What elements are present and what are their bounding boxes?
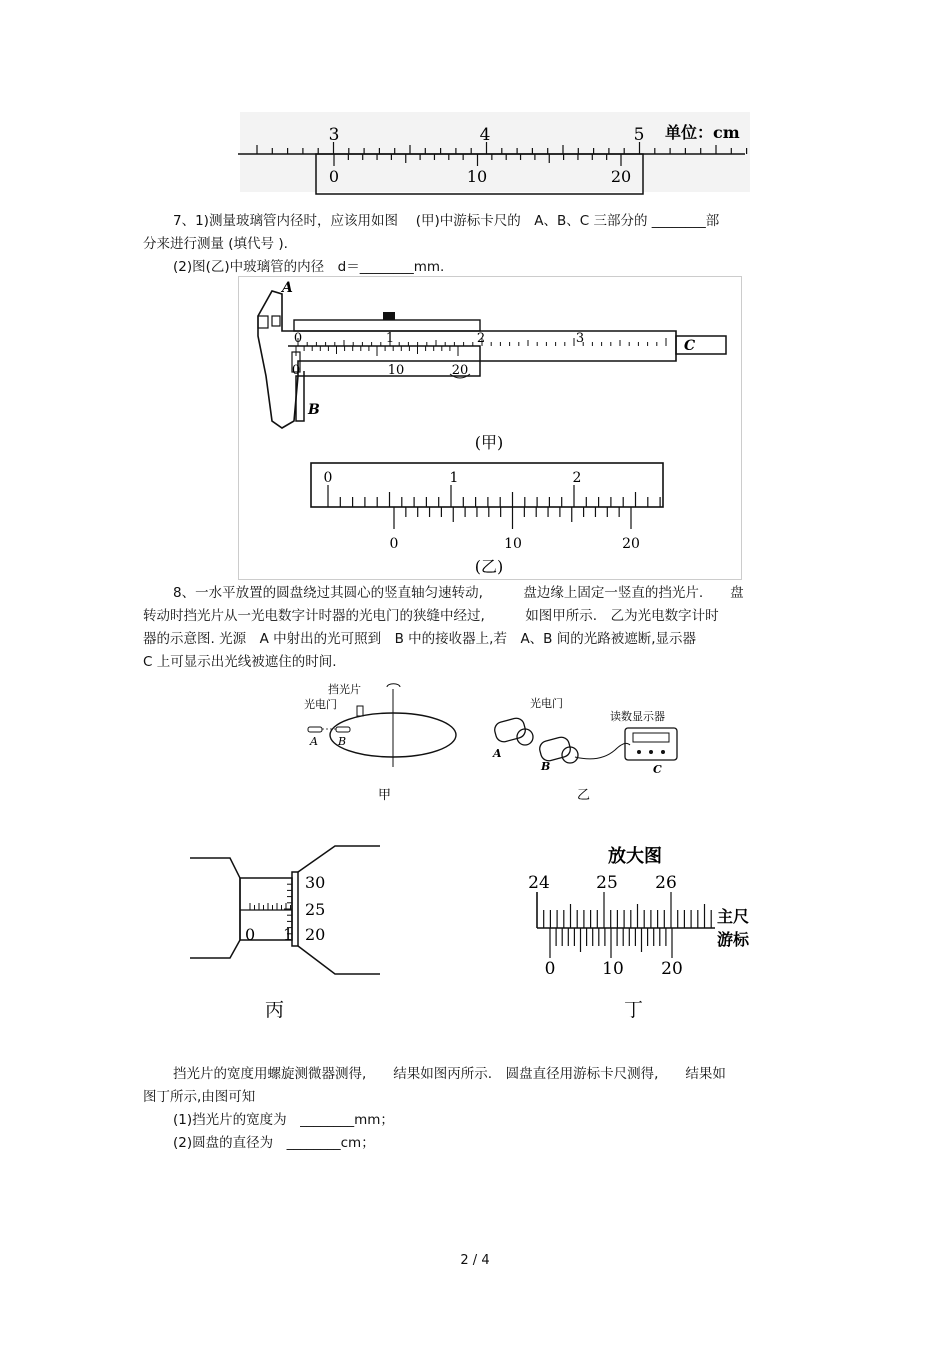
mic-label-30: 30	[305, 873, 326, 892]
yi-main-label: 2	[572, 470, 582, 486]
q7-line2: 分来进行测量 (填代号 ).	[143, 236, 288, 252]
timer-figure	[485, 695, 700, 805]
top-vernier-label: 10	[466, 167, 488, 186]
mic-label-25: 25	[305, 900, 326, 919]
caliper-vernier-label: 10	[387, 363, 405, 378]
part-b-label: B	[308, 402, 320, 418]
top-vernier-label: 20	[610, 167, 632, 186]
yi-vernier-label: 10	[504, 536, 522, 552]
part-c-label: C	[684, 338, 696, 354]
timer-a-label: A	[493, 747, 502, 760]
q7-line1: 7、1)测量玻璃管内径时，应该用如图 (甲)中游标卡尺的 A、B、C 三部分的 ________部	[173, 213, 720, 229]
part-a-label: A	[282, 280, 293, 296]
caption-yi: (乙)	[474, 557, 504, 576]
mic-sleeve-1: 1	[283, 925, 294, 944]
q8b-line2: 图丁所示,由图可知	[143, 1089, 256, 1105]
vernier-main-name: 主尺	[717, 907, 750, 926]
q8-line4: C 上可显示出光线被遮住的时间.	[143, 654, 337, 670]
yi-main-label: 1	[449, 470, 459, 486]
vernier-main-24: 24	[528, 873, 550, 893]
q8-line1: 8、一水平放置的圆盘绕过其圆心的竖直轴匀速转动, 盘边缘上固定一竖直的挡光片. 盘	[173, 585, 744, 601]
question-7	[143, 210, 808, 279]
timer-c-label: C	[653, 763, 662, 776]
top-vernier-figure	[230, 112, 760, 202]
caption-jia: (甲)	[474, 433, 504, 452]
caliper-main-label: 1	[385, 331, 395, 346]
top-unit-label: 单位：cm	[665, 123, 740, 142]
mic-sleeve-0: 0	[245, 925, 256, 944]
q8b-line3: (1)挡光片的宽度为 ________mm；	[173, 1112, 394, 1128]
yi-vernier-label: 20	[622, 536, 640, 552]
disc-caption: 甲	[378, 788, 392, 803]
disc-a-label: A	[310, 735, 318, 748]
caliper-main-label: 2	[476, 331, 486, 346]
mic-caption: 丙	[265, 999, 285, 1021]
disc-blade-label: 挡光片	[328, 683, 361, 696]
timer-gate-label: 光电门	[530, 697, 563, 710]
yi-main-label: 0	[323, 470, 333, 486]
vernier-sub-0: 0	[544, 959, 556, 979]
disc-b-label: B	[338, 735, 347, 748]
q8b-line1: 挡光片的宽度用螺旋测微器测得, 结果如图丙所示. 圆盘直径用游标卡尺测得, 结果如	[173, 1066, 726, 1082]
disc-gate-label: 光电门	[304, 698, 337, 711]
vernier-enlarged-figure	[520, 842, 765, 1027]
disc-figure	[300, 675, 465, 805]
question-8	[143, 582, 808, 674]
caliper-vernier-label: 0	[291, 363, 301, 378]
vernier-main-25: 25	[596, 873, 618, 893]
q7-line3: (2)图(乙)中玻璃管的内径 d＝________mm.	[173, 259, 445, 275]
vernier-title: 放大图	[608, 846, 662, 867]
top-main-label: 5	[633, 125, 645, 145]
vernier-caption: 丁	[624, 999, 644, 1021]
caliper-main-label: 0	[293, 331, 303, 346]
mic-label-20: 20	[305, 925, 326, 944]
q8b-line4: (2)圆盘的直径为 ________cm；	[173, 1135, 375, 1151]
micrometer-figure	[185, 840, 385, 1025]
caliper-main-label: 3	[575, 331, 585, 346]
caliper-vernier-label: 20	[451, 363, 469, 378]
q8-line2: 转动时挡光片从一光电数字计时器的光电门的狭缝中经过, 如图甲所示. 乙为光电数字计时	[143, 608, 719, 624]
top-main-label: 4	[479, 125, 491, 145]
vernier-vernier-name: 游标	[717, 930, 750, 949]
vernier-sub-10: 10	[602, 959, 624, 979]
timer-b-label: B	[541, 760, 551, 773]
page-number: 2 / 4	[460, 1253, 490, 1268]
top-vernier-label: 0	[328, 167, 340, 186]
vernier-sub-20: 20	[661, 959, 683, 979]
yi-vernier-label: 0	[389, 536, 399, 552]
q8-line3: 器的示意图. 光源 A 中射出的光可照到 B 中的接收器上,若 A、B 间的光路被遮断,显示器	[143, 631, 697, 647]
timer-caption: 乙	[577, 788, 591, 803]
timer-display-label: 读数显示器	[610, 710, 665, 723]
vernier-main-26: 26	[655, 873, 677, 893]
top-main-label: 3	[328, 125, 340, 145]
question-8-part-b	[143, 1063, 808, 1155]
caliper-figure	[238, 276, 743, 581]
